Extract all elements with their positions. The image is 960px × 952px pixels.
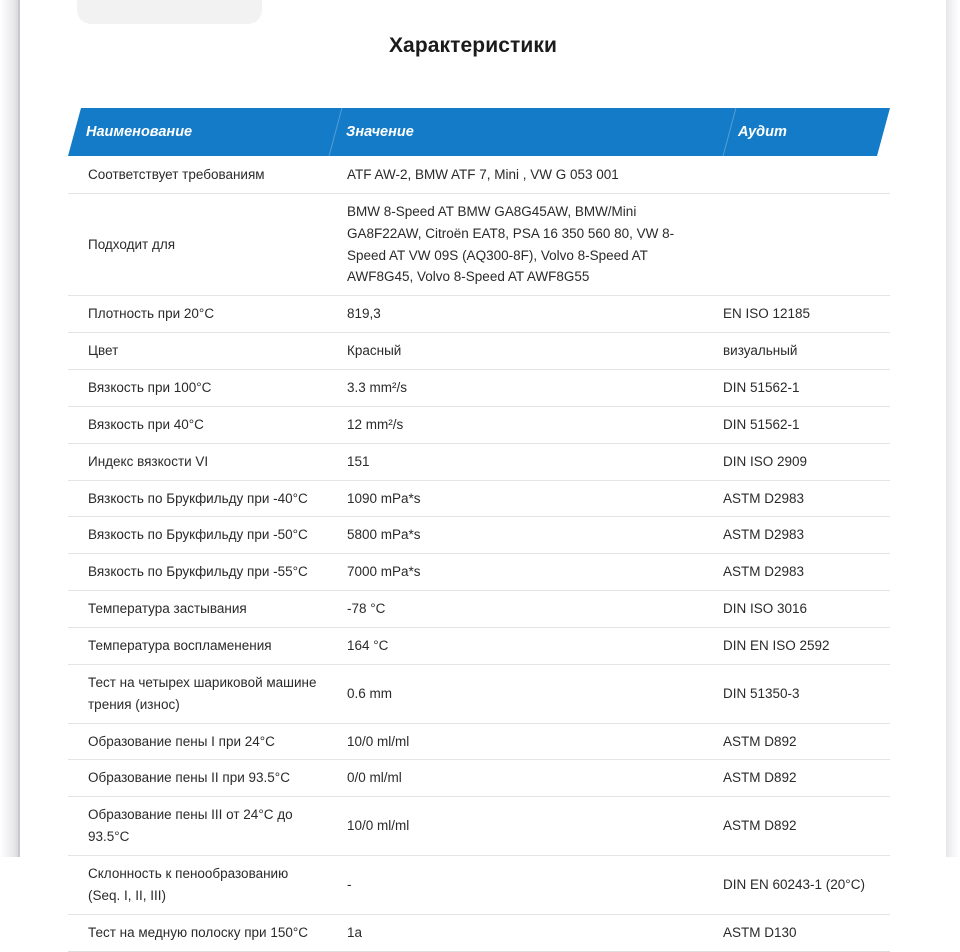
cell-audit: ASTM D130 xyxy=(723,924,797,940)
table-body xyxy=(68,157,890,952)
specifications-table xyxy=(68,108,890,952)
table-row xyxy=(68,157,890,193)
table-row xyxy=(68,480,890,517)
cell-value: 164 °C xyxy=(347,638,389,654)
cell-audit: DIN ISO 3016 xyxy=(723,601,808,617)
table-row xyxy=(68,759,890,796)
cell-audit: DIN EN 60243-1 (20°C) xyxy=(723,876,865,892)
cell-value: 3.3 mm²/s xyxy=(347,380,408,396)
cell-name: Склонность к пенообразованию (Seq. I, II, III) xyxy=(88,866,289,903)
cell-name: Цвет xyxy=(88,343,119,359)
cell-name: Вязкость при 100°C xyxy=(88,380,212,396)
cell-value: BMW 8-Speed AT BMW GA8G45AW, BMW/Mini GA8F22AW, Citroën EAT8, PSA 16 350 560 80, VW 8-Speed AT VW 09S (AQ300-8F), Volvo 8-Speed AT AWF8G45, Volvo 8-Speed AT AWF8G55 xyxy=(347,203,675,285)
content-area xyxy=(20,0,946,940)
cell-name: Образование пены III от 24°C до 93.5°C xyxy=(88,807,293,845)
column-header-value: Значение xyxy=(346,124,414,140)
cell-name: Образование пены II при 93.5°C xyxy=(88,770,290,786)
cell-name: Вязкость по Брукфильду при -40°C xyxy=(88,490,308,506)
table-row xyxy=(68,723,890,760)
cell-audit: ASTM D892 xyxy=(723,818,797,834)
cell-value: - xyxy=(347,876,352,892)
cell-name: Вязкость при 40°C xyxy=(88,416,204,432)
cell-name: Температура застывания xyxy=(88,601,247,617)
cell-audit xyxy=(711,238,890,252)
cell-value: ATF AW-2, BMW ATF 7, Mini , VW G 053 001 xyxy=(347,167,619,182)
table-row xyxy=(68,855,890,914)
cell-name: Тест на медную полоску при 150°C xyxy=(88,924,308,940)
column-header-name: Наименование xyxy=(86,124,193,140)
cell-value: 7000 mPa*s xyxy=(347,564,421,580)
table-row xyxy=(68,627,890,664)
cell-value: 0/0 ml/ml xyxy=(347,770,402,786)
cell-audit xyxy=(711,168,890,182)
cell-name: Индекс вязкости VI xyxy=(88,453,209,469)
cell-audit: ASTM D2983 xyxy=(723,527,805,543)
cell-name: Подходит для xyxy=(88,236,176,252)
page-right-edge xyxy=(946,0,960,857)
cell-audit: DIN 51562-1 xyxy=(723,380,800,396)
cell-audit: ASTM D892 xyxy=(723,770,797,786)
cell-audit: EN ISO 12185 xyxy=(723,306,811,322)
table-row xyxy=(68,406,890,443)
cell-audit: ASTM D892 xyxy=(723,733,797,749)
cell-value: 10/0 ml/ml xyxy=(347,818,410,834)
cell-value: 0.6 mm xyxy=(347,685,393,701)
cell-value: 819,3 xyxy=(347,306,381,322)
table-row xyxy=(68,516,890,553)
table-row xyxy=(68,193,890,295)
cell-value: -78 °C xyxy=(347,601,386,617)
table-row xyxy=(68,553,890,590)
cell-name: Плотность при 20°C xyxy=(88,306,215,322)
cell-audit: DIN 51350-3 xyxy=(723,685,800,701)
table-row xyxy=(68,369,890,406)
table-header-row xyxy=(68,108,890,156)
top-card-placeholder xyxy=(77,0,262,24)
cell-name: Вязкость по Брукфильду при -55°C xyxy=(88,564,308,580)
table-row xyxy=(68,664,890,723)
cell-name: Образование пены I при 24°C xyxy=(88,733,275,749)
cell-audit: DIN 51562-1 xyxy=(723,416,800,432)
table-row xyxy=(68,443,890,480)
cell-name: Соответствует требованиям xyxy=(88,167,265,182)
cell-audit: ASTM D2983 xyxy=(723,564,805,580)
cell-audit: визуальный xyxy=(723,343,798,359)
cell-audit: ASTM D2983 xyxy=(723,490,805,506)
cell-value: 151 xyxy=(347,453,370,469)
cell-value: 1a xyxy=(347,924,363,940)
page-title: Характеристики xyxy=(388,34,558,57)
cell-name: Тест на четырех шариковой машине трения (износ) xyxy=(88,674,317,712)
cell-value: 1090 mPa*s xyxy=(347,490,421,506)
column-header-audit: Аудит xyxy=(738,124,787,140)
cell-value: 5800 mPa*s xyxy=(347,527,421,543)
cell-value: Красный xyxy=(347,343,402,359)
cell-value: 10/0 ml/ml xyxy=(347,733,410,749)
table-row xyxy=(68,295,890,332)
table-row xyxy=(68,590,890,627)
cell-audit: DIN EN ISO 2592 xyxy=(723,638,830,654)
table-row xyxy=(68,914,890,951)
cell-name: Вязкость по Брукфильду при -50°C xyxy=(88,527,308,543)
cell-audit: DIN ISO 2909 xyxy=(723,453,808,469)
cell-name: Температура воспламенения xyxy=(88,638,272,654)
table-row xyxy=(68,332,890,369)
table-row xyxy=(68,796,890,855)
page-left-edge xyxy=(0,0,18,857)
cell-value: 12 mm²/s xyxy=(347,416,404,432)
